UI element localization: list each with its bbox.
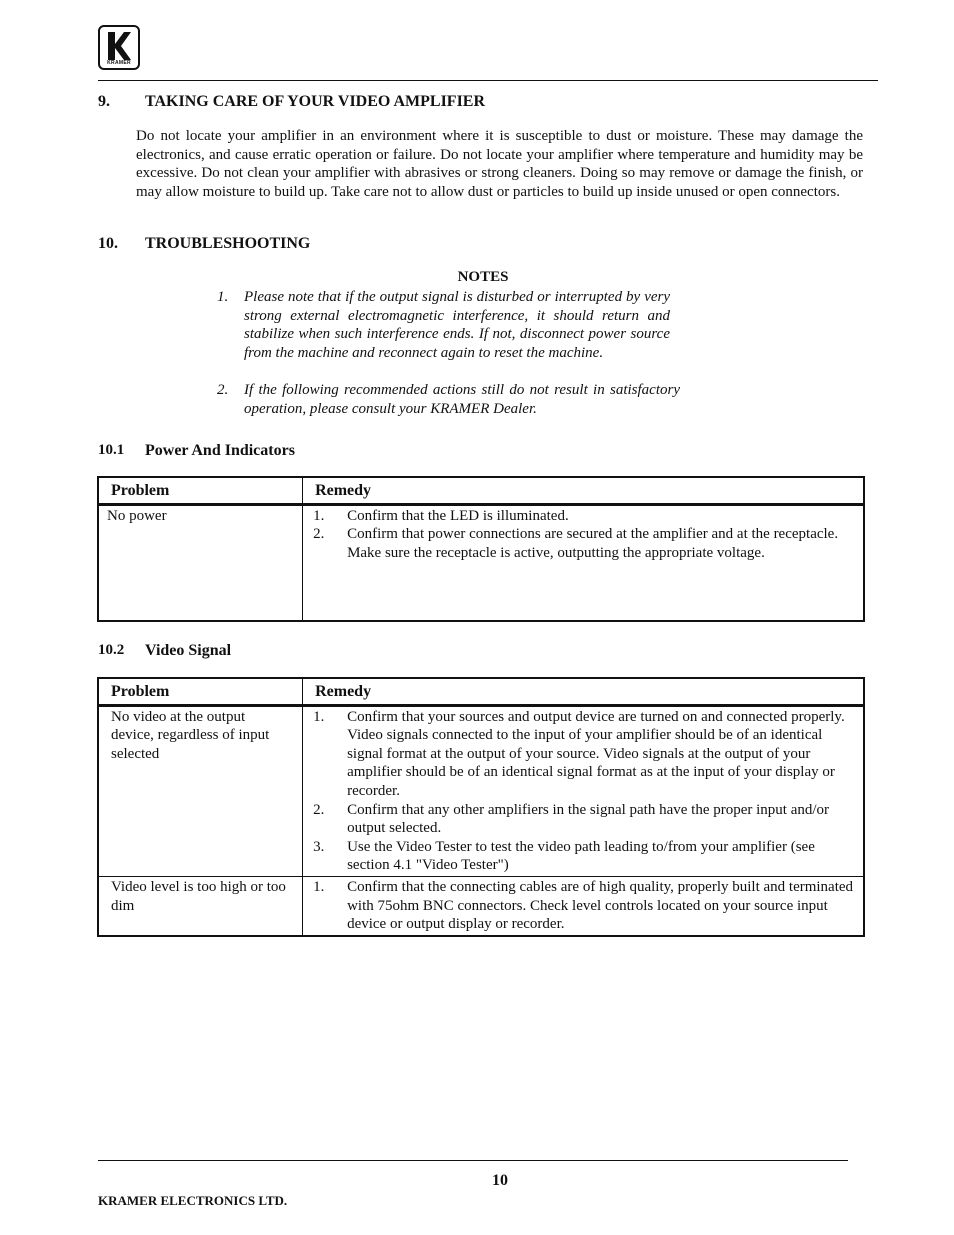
note-text: Please note that if the output signal is disturbed or interrupted by very strong external electromagnetic interference, it should return and stabilize when such interference ends. If not, disconnect power source from the machine and reconnect again to reset the machine. <box>244 289 670 361</box>
col-header-problem: Problem <box>98 477 303 504</box>
remedy-item <box>311 525 855 562</box>
header-rule <box>98 80 878 81</box>
remedy-item <box>311 507 855 526</box>
remedy-item <box>311 708 855 801</box>
remedy-text: Confirm that any other amplifiers in the signal path have the proper input and/or output selected. <box>347 801 830 837</box>
section-10-1-number: 10.1 <box>98 442 125 458</box>
section-10-2-heading <box>98 642 498 662</box>
remedy-number: 1. <box>313 708 325 725</box>
footer-company: KRAMER ELECTRONICS LTD. <box>98 1193 288 1208</box>
remedy-number: 2. <box>313 801 325 818</box>
remedy-cell <box>303 876 864 935</box>
remedy-number: 2. <box>313 526 325 543</box>
remedy-text: Confirm that the LED is illuminated. <box>347 507 569 524</box>
section-9-heading <box>98 93 858 113</box>
remedy-item <box>311 838 855 875</box>
section-10-2-number: 10.2 <box>98 642 125 658</box>
remedy-text: Confirm that your sources and output device are turned on and connected properly. Video signals connected to the input of your amplifier should be of an identical signal format at the output of your source. Video signals at the output of your amplifier should be of an identical signal format as at the input of your display or recorder. <box>347 708 845 799</box>
section-10-title: TROUBLESHOOTING <box>145 235 311 252</box>
section-10-1-heading <box>98 442 498 462</box>
table-row <box>98 504 864 621</box>
col-header-remedy: Remedy <box>303 678 864 705</box>
table-row <box>98 876 864 935</box>
remedy-number: 1. <box>313 507 325 524</box>
remedy-text: Use the Video Tester to test the video path leading to/from your amplifier (see section 4.1 "Video Tester") <box>347 838 815 874</box>
power-indicators-table <box>97 476 865 622</box>
remedy-item <box>311 801 855 838</box>
section-10-number: 10. <box>98 235 118 252</box>
notes-title: NOTES <box>457 269 509 285</box>
remedy-number: 1. <box>313 878 325 895</box>
remedy-item <box>311 878 855 934</box>
section-9-title: TAKING CARE OF YOUR VIDEO AMPLIFIER <box>145 93 486 110</box>
page-number: 10 <box>492 1172 508 1189</box>
col-header-remedy: Remedy <box>303 477 864 504</box>
remedy-text: Confirm that the connecting cables are of high quality, properly built and terminated with 75ohm BNC connectors. Check level controls located on your source input device or output display or recorder. <box>347 878 854 933</box>
section-10-heading <box>98 235 858 255</box>
problem-cell: Video level is too high or too dim <box>98 876 303 935</box>
video-signal-table <box>97 677 865 937</box>
section-9-body: Do not locate your amplifier in an environment where it is susceptible to dust or moisture. These may damage the electronics, and cause erratic operation or failure. Do not locate your amplifier where temperature and humidity may be excessive. Do not clean your amplifier with abrasives or strong cleaners. Doing so may remove or damage the finish, or may allow moisture to build up. Take care not to allow dust or particles to build up inside unused or open connectors. <box>136 128 863 200</box>
note-item <box>217 381 680 421</box>
kramer-logo-icon <box>98 25 140 70</box>
table-header-row <box>98 678 864 705</box>
remedy-number: 3. <box>313 838 325 855</box>
remedy-cell <box>303 504 864 621</box>
remedy-cell <box>303 705 864 876</box>
col-header-problem: Problem <box>98 678 303 705</box>
footer-rule <box>98 1160 848 1161</box>
table-header-row <box>98 477 864 504</box>
problem-cell: No power <box>107 507 167 524</box>
note-text: If the following recommended actions still do not result in satisfactory operation, please consult your KRAMER Dealer. <box>244 382 680 417</box>
section-9-number: 9. <box>98 93 110 110</box>
table-row <box>98 705 864 876</box>
section-10-1-title: Power And Indicators <box>145 442 295 459</box>
problem-cell: No video at the output device, regardless of input selected <box>111 708 270 762</box>
note-number: 1. <box>217 289 229 305</box>
remedy-text: Confirm that power connections are secured at the amplifier and at the receptacle. Make sure the receptacle is active, outputting the appropriate voltage. <box>347 526 839 561</box>
section-10-2-title: Video Signal <box>145 642 232 659</box>
note-number: 2. <box>217 382 229 398</box>
logo-text: KRAMER <box>107 60 131 66</box>
note-item <box>217 288 670 383</box>
